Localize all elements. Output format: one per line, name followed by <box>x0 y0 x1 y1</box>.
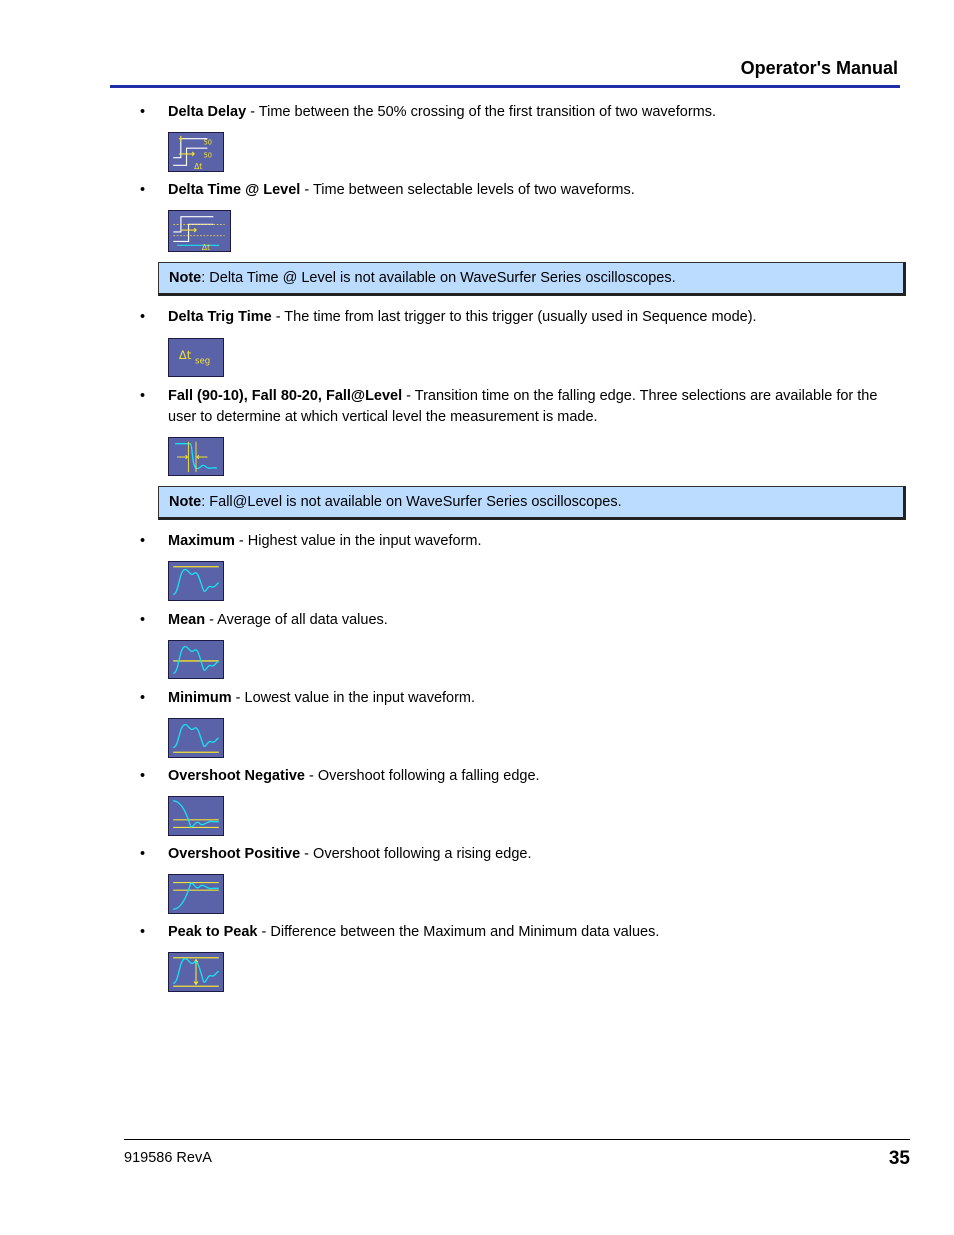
note-text: : Delta Time @ Level is not available on WaveSurfer Series oscilloscopes. <box>201 270 676 286</box>
document-revision: 919586 RevA <box>124 1150 212 1166</box>
term: Delta Time @ Level <box>168 182 301 198</box>
bullet: • <box>140 690 146 706</box>
description: - Time between the 50% crossing of the first transition of two waveforms. <box>246 104 717 120</box>
description: - Average of all data values. <box>205 612 388 628</box>
footer-divider <box>124 1139 910 1140</box>
term: Fall (90-10), Fall 80-20, Fall@Level <box>168 388 403 404</box>
list-item-mean <box>140 610 890 631</box>
note-box <box>158 486 906 520</box>
icon-label: seg <box>195 356 211 367</box>
term: Delta Trig Time <box>168 309 272 325</box>
term: Maximum <box>168 533 235 549</box>
description: - Lowest value in the input waveform. <box>231 690 476 706</box>
term: Overshoot Positive <box>168 846 301 862</box>
list-item-delta-time-at-level <box>140 180 890 201</box>
header-divider <box>110 85 900 88</box>
term: Minimum <box>168 690 232 706</box>
list-item-fall <box>140 386 890 428</box>
bullet: • <box>140 388 146 404</box>
description: - The time from last trigger to this trigger (usually used in Sequence mode). <box>271 309 757 325</box>
note-text: : Fall@Level is not available on WaveSurfer Series oscilloscopes. <box>201 494 622 510</box>
icon-label: Δt <box>178 347 192 362</box>
list-item-maximum <box>140 531 890 552</box>
note-box <box>158 262 906 296</box>
term: Mean <box>168 612 206 628</box>
bullet: • <box>140 104 146 120</box>
delta-trig-time-icon <box>168 338 224 377</box>
bullet: • <box>140 612 146 628</box>
list-item-overshoot-negative <box>140 766 890 787</box>
mean-icon <box>168 640 224 679</box>
maximum-icon <box>168 561 224 601</box>
page-number: 35 <box>888 1148 910 1169</box>
delta-delay-icon <box>168 132 224 172</box>
bullet: • <box>140 309 146 325</box>
minimum-icon <box>168 718 224 758</box>
list-item-delta-trig-time <box>140 307 890 328</box>
overshoot-positive-icon <box>168 874 224 914</box>
bullet: • <box>140 182 146 198</box>
icon-label: Δt <box>194 162 203 171</box>
description: - Highest value in the input waveform. <box>234 533 482 549</box>
list-item-overshoot-positive <box>140 844 890 865</box>
icon-label: 50 <box>203 138 213 147</box>
overshoot-negative-icon <box>168 796 224 836</box>
bullet: • <box>140 768 146 784</box>
delta-time-at-level-icon <box>168 210 231 252</box>
icon-label: 50 <box>203 151 213 160</box>
description: - Time between selectable levels of two waveforms. <box>300 182 635 198</box>
description: - Overshoot following a falling edge. <box>305 768 540 784</box>
list-item-minimum <box>140 688 890 709</box>
bullet: • <box>140 846 146 862</box>
peak-to-peak-icon <box>168 952 224 992</box>
bullet: • <box>140 533 146 549</box>
bullet: • <box>140 924 146 940</box>
icon-label: Δt <box>201 243 211 251</box>
list-item-peak-to-peak <box>140 922 890 943</box>
description: - Overshoot following a rising edge. <box>300 846 532 862</box>
list-item-delta-delay <box>140 102 890 123</box>
term: Delta Delay <box>168 104 247 120</box>
note-label: Note <box>169 270 202 286</box>
term: Overshoot Negative <box>168 768 305 784</box>
fall-icon <box>168 437 224 476</box>
description: - Transition time on the falling edge. Three selections are available for the user to determine at which vertical level the measurement is made. <box>168 388 878 425</box>
page-header-title: Operator's Manual <box>740 58 898 78</box>
note-label: Note <box>169 494 202 510</box>
term: Peak to Peak <box>168 924 258 940</box>
description: - Difference between the Maximum and Minimum data values. <box>257 924 660 940</box>
